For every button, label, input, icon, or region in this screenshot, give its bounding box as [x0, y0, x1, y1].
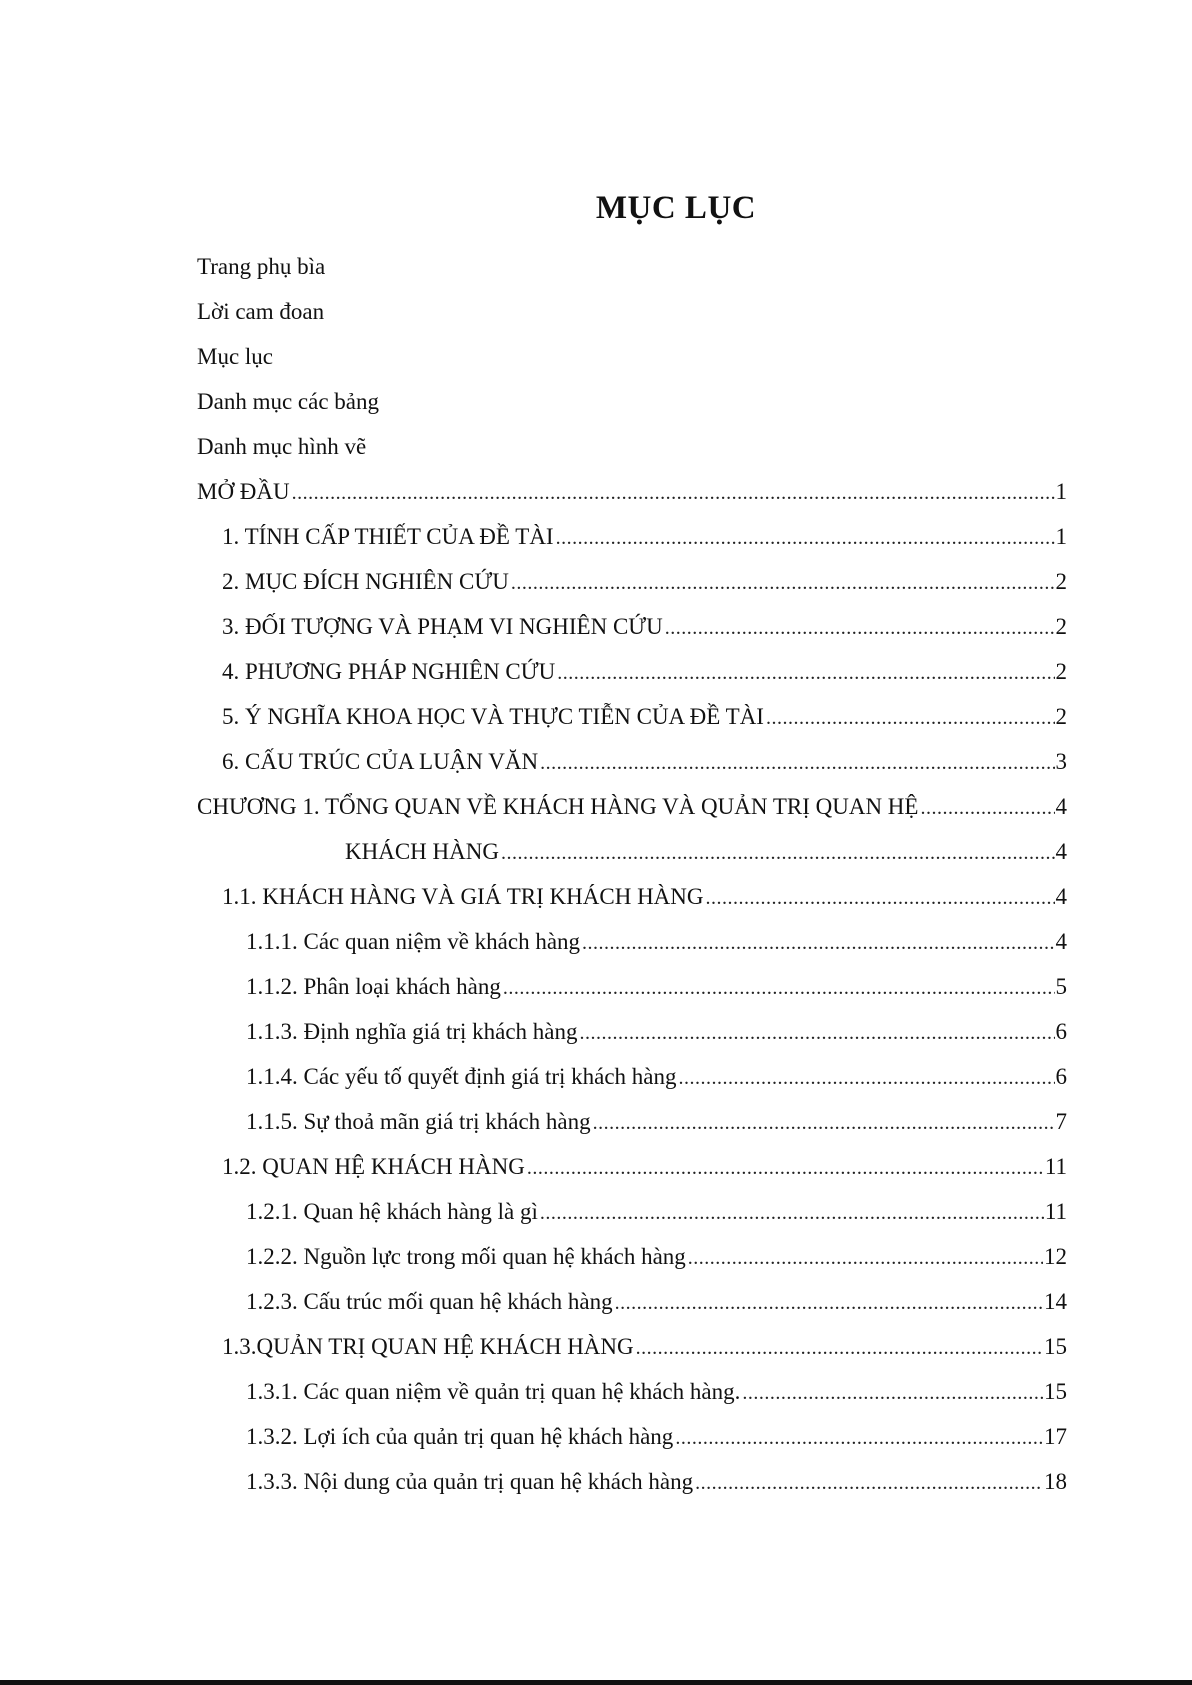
toc-entry-page-number: 12: [1044, 1244, 1067, 1269]
toc-entry[interactable]: [197, 1012, 1067, 1057]
dot-leader: [688, 1238, 1043, 1278]
toc-entry[interactable]: [197, 1327, 1067, 1372]
toc-entry-row: [246, 967, 1067, 1008]
dot-leader: [766, 698, 1055, 738]
toc-entry-page-number: 2: [1055, 614, 1067, 639]
front-matter-label: Mục lục: [197, 344, 274, 369]
toc-entry-label: 4. PHƯƠNG PHÁP NGHIÊN CỨU: [222, 652, 557, 692]
toc-entry-row: [246, 1282, 1067, 1323]
toc-entry-page-number: 1: [1055, 479, 1067, 504]
toc-entry[interactable]: [197, 1372, 1067, 1417]
toc-entry[interactable]: [197, 652, 1067, 697]
toc-entry[interactable]: [197, 1417, 1067, 1462]
dot-leader: [556, 518, 1055, 558]
toc-entry-row: [246, 1237, 1067, 1278]
dot-leader: [742, 1373, 1043, 1413]
dot-leader: [636, 1328, 1043, 1368]
dot-leader: [557, 653, 1054, 693]
toc-entry-label: 1.3.2. Lợi ích của quản trị quan hệ khách hàng: [246, 1417, 675, 1457]
toc-entry-page-number: 2: [1055, 569, 1067, 594]
toc-entry-label: 3. ĐỐI TƯỢNG VÀ PHẠM VI NGHIÊN CỨU: [222, 607, 665, 647]
toc-entry-label: 2. MỤC ĐÍCH NGHIÊN CỨU: [222, 562, 511, 602]
toc-entry-page-number: 15: [1044, 1379, 1067, 1404]
toc-entry-row: [222, 697, 1067, 738]
toc-entry-page-number: 11: [1044, 1154, 1067, 1179]
dot-leader: [920, 788, 1054, 828]
toc-entry-label: 6. CẤU TRÚC CỦA LUẬN VĂN: [222, 742, 540, 782]
dot-leader: [511, 563, 1055, 603]
toc-entry-row: [246, 1012, 1067, 1053]
toc-entry-row: [246, 1057, 1067, 1098]
toc-entry-label: 1.1.1. Các quan niệm về khách hàng: [246, 922, 582, 962]
toc-entry-row: [246, 1417, 1067, 1458]
toc-entry-label: 1.2.3. Cấu trúc mối quan hệ khách hàng: [246, 1282, 615, 1322]
page-title: MỤC LỤC: [595, 190, 757, 226]
toc-entry-row: [197, 787, 1067, 828]
toc-entry[interactable]: [197, 697, 1067, 742]
front-matter-label: Lời cam đoan: [197, 299, 325, 324]
toc-entry-page-number: 6: [1055, 1019, 1067, 1044]
toc-entry[interactable]: [197, 877, 1067, 922]
toc-entry[interactable]: [197, 1462, 1067, 1507]
toc-entry[interactable]: [197, 1057, 1067, 1102]
toc-entry-label: 1.3.1. Các quan niệm về quản trị quan hệ khách hàng.: [246, 1372, 742, 1412]
toc-entry-row: [246, 1372, 1067, 1413]
toc-entry-row: [222, 1327, 1067, 1368]
front-matter-item: [197, 247, 1067, 292]
toc-entry-label: KHÁCH HÀNG: [345, 832, 501, 872]
toc-entry[interactable]: [197, 832, 1067, 877]
toc-entry[interactable]: [197, 1237, 1067, 1282]
toc-entry-page-number: 18: [1044, 1469, 1067, 1494]
toc-entry-label: 1.2. QUAN HỆ KHÁCH HÀNG: [222, 1147, 527, 1187]
front-matter-item: [197, 382, 1067, 427]
dot-leader: [665, 608, 1055, 648]
toc-entry-page-number: 4: [1055, 929, 1067, 954]
toc-entry-row: [222, 1147, 1067, 1188]
toc-entry[interactable]: [197, 742, 1067, 787]
toc-entry-row: [222, 877, 1067, 918]
dot-leader: [501, 833, 1055, 873]
toc-entry-label: 1.2.2. Nguồn lực trong mối quan hệ khách hàng: [246, 1237, 688, 1277]
toc-entry-label: 1.1.3. Định nghĩa giá trị khách hàng: [246, 1012, 580, 1052]
toc-entry-label: 1.1. KHÁCH HÀNG VÀ GIÁ TRỊ KHÁCH HÀNG: [222, 877, 706, 917]
toc-entry-label: 1.1.5. Sự thoả mãn giá trị khách hàng: [246, 1102, 593, 1142]
toc-entry[interactable]: [197, 517, 1067, 562]
toc-entry-row: [246, 1462, 1067, 1503]
toc-entry-page-number: 1: [1055, 524, 1067, 549]
table-of-contents: [197, 247, 1067, 1507]
toc-entry-page-number: 4: [1055, 884, 1067, 909]
toc-entry-row: [197, 472, 1067, 513]
dot-leader: [527, 1148, 1044, 1188]
dot-leader: [540, 1193, 1044, 1233]
front-matter-label: Trang phụ bìa: [197, 254, 326, 279]
toc-entry-label: MỞ ĐẦU: [197, 472, 292, 512]
toc-entry-label: 1.3.3. Nội dung của quản trị quan hệ khách hàng: [246, 1462, 695, 1502]
toc-entry-page-number: 4: [1055, 794, 1067, 819]
toc-entry-page-number: 6: [1055, 1064, 1067, 1089]
toc-entry-label: 1.2.1. Quan hệ khách hàng là gì: [246, 1192, 540, 1232]
toc-entry[interactable]: [197, 1282, 1067, 1327]
toc-entry-row: [222, 652, 1067, 693]
toc-entry[interactable]: [197, 922, 1067, 967]
toc-entry-label: 1.1.2. Phân loại khách hàng: [246, 967, 503, 1007]
toc-entry[interactable]: [197, 787, 1067, 832]
toc-entry-label: 5. Ý NGHĨA KHOA HỌC VÀ THỰC TIỄN CỦA ĐỀ TÀI: [222, 697, 766, 737]
toc-entry[interactable]: [197, 1102, 1067, 1147]
page-bottom-border: [0, 1680, 1192, 1685]
toc-entry[interactable]: [197, 967, 1067, 1012]
toc-entry[interactable]: [197, 607, 1067, 652]
toc-entry-row: [246, 1102, 1067, 1143]
toc-entry-page-number: 11: [1044, 1199, 1067, 1224]
toc-entry-page-number: 7: [1055, 1109, 1067, 1134]
toc-entry-label: 1.3.QUẢN TRỊ QUAN HỆ KHÁCH HÀNG: [222, 1327, 636, 1367]
toc-entry-label: 1.1.4. Các yếu tố quyết định giá trị khách hàng: [246, 1057, 679, 1097]
dot-leader: [675, 1418, 1043, 1458]
toc-entry-label: 1. TÍNH CẤP THIẾT CỦA ĐỀ TÀI: [222, 517, 556, 557]
dot-leader: [503, 968, 1055, 1008]
toc-entry-page-number: 2: [1055, 704, 1067, 729]
front-matter-item: [197, 337, 1067, 382]
dot-leader: [580, 1013, 1055, 1053]
toc-entry-page-number: 17: [1044, 1424, 1067, 1449]
toc-entry-page-number: 5: [1055, 974, 1067, 999]
dot-leader: [593, 1103, 1055, 1143]
toc-entry-row: [222, 607, 1067, 648]
toc-entry-row: [222, 517, 1067, 558]
dot-leader: [679, 1058, 1055, 1098]
toc-entry-page-number: 3: [1055, 749, 1067, 774]
toc-entry-page-number: 4: [1055, 839, 1067, 864]
toc-entry[interactable]: [197, 472, 1067, 517]
front-matter-label: Danh mục các bảng: [197, 389, 380, 414]
front-matter-item: [197, 292, 1067, 337]
dot-leader: [540, 743, 1054, 783]
dot-leader: [706, 878, 1055, 918]
dot-leader: [695, 1463, 1043, 1503]
toc-entry-page-number: 14: [1044, 1289, 1067, 1314]
dot-leader: [292, 473, 1055, 513]
front-matter-item: [197, 427, 1067, 472]
toc-entry-row: [222, 562, 1067, 603]
toc-entry-label: CHƯƠNG 1. TỔNG QUAN VỀ KHÁCH HÀNG VÀ QUẢN TRỊ QUAN HỆ: [197, 787, 920, 827]
toc-entry-row: [246, 922, 1067, 963]
toc-entry-page-number: 15: [1044, 1334, 1067, 1359]
toc-entry[interactable]: [197, 1192, 1067, 1237]
toc-entry-row: [246, 1192, 1067, 1233]
toc-entries: [197, 472, 1067, 1507]
dot-leader: [582, 923, 1054, 963]
toc-entry-page-number: 2: [1055, 659, 1067, 684]
toc-entry[interactable]: [197, 1147, 1067, 1192]
toc-entry[interactable]: [197, 562, 1067, 607]
front-matter-label: Danh mục hình vẽ: [197, 434, 367, 459]
toc-entry-row: [345, 832, 1067, 873]
toc-entry-row: [222, 742, 1067, 783]
dot-leader: [615, 1283, 1043, 1323]
